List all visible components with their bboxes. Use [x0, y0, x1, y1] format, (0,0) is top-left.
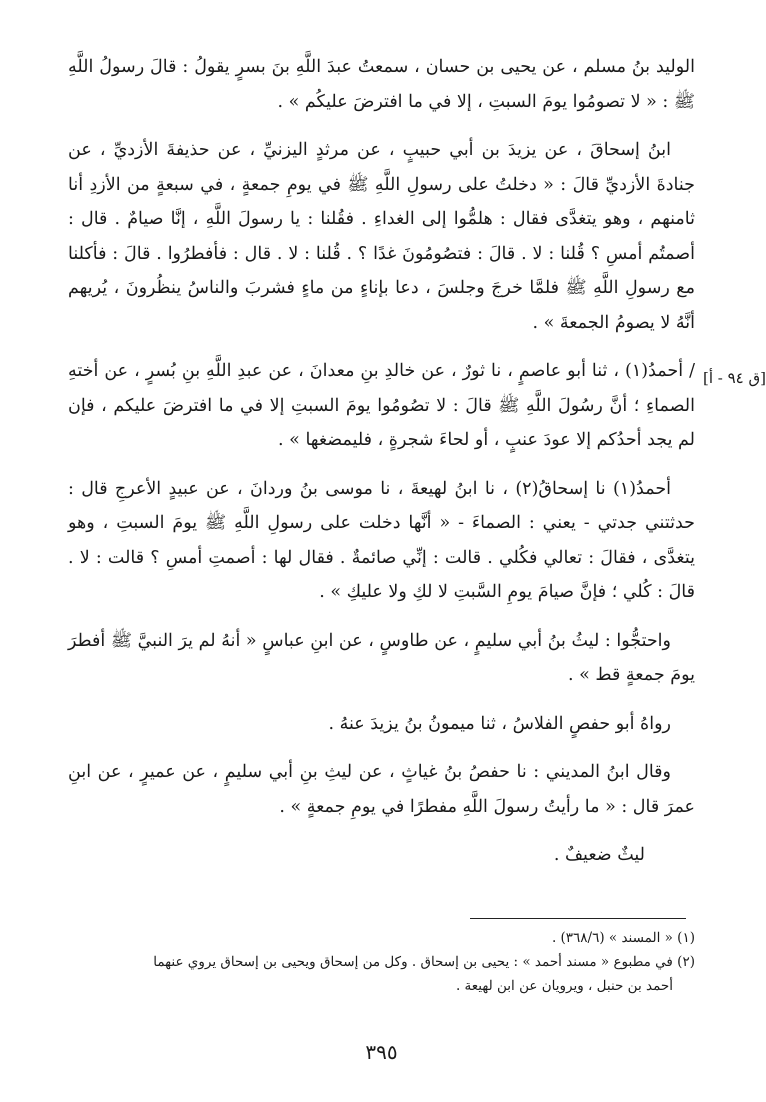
paragraph-4: أحمدُ(١) نا إسحاقُ(٢) ، نا ابنُ لهيعةَ ، نا موسى بنُ وردانَ ، عن عبيدٍ الأعرجِ قال : حدثتني جدتي - يعني : الصماءَ - « أنَّها دخلت على رسولِ اللَّهِ ﷺ يومَ السبتِ ، وهو يتغدَّى ، فقالَ : تعالي فكُلي . قالت : إنِّي صائمةٌ . فقال لها : أصمتِ أمسِ ؟ قالت : لا . قالَ : كُلي ؛ فإنَّ صيامَ يومِ السَّبتِ لا لكِ ولا عليكِ » .: [68, 478, 695, 602]
paragraph-6: رواهُ أبو حفصٍ الفلاسُ ، ثنا ميمونُ بنُ يزيدَ عنهُ .: [328, 713, 671, 734]
footnotes: [68, 926, 695, 998]
paragraph-5: واحتجُّوا : ليثُ بنُ أبي سليمٍ ، عن طاوسٍ ، عن ابنِ عباسٍ « أنهُ لم يرَ النبيَّ ﷺ أفطرَ يومَ جمعةٍ قط » .: [68, 630, 695, 685]
main-text: [68, 50, 695, 887]
paragraph-8: ليثٌ ضعيفٌ .: [553, 845, 645, 865]
footnote-2-continuation: أحمد بن حنبل ، ويرويان عن ابن لهيعة .: [455, 978, 673, 994]
paragraph-3: / أحمدُ(١) ، ثنا أبو عاصمٍ ، نا ثورٌ ، عن خالدِ بنِ معدانَ ، عن عبدِ اللَّهِ بنِ بُسرٍ ، عن أختهِ الصماءِ ؛ أنَّ رسُولَ اللَّهِ ﷺ قالَ : لا تصُومُوا يومَ السبتِ إلا في ما افترضَ عليكم ، فإن لم يجد أحدُكم إلا عودَ عنبٍ ، أو لحاءَ شجرةٍ ، فليمضغها » .: [68, 361, 695, 450]
page-number: ٣٩٥: [365, 1040, 398, 1064]
footnote-1: (١) « المسند » (٣٦٨/٦) .: [551, 930, 695, 946]
paragraph-7: وقال ابنُ المديني : نا حفصُ بنُ غياثٍ ، عن ليثِ بنِ أبي سليمٍ ، عن عميرٍ ، عن ابنِ عمرَ قال : « ما رأيتُ رسولَ اللَّهِ مفطرًا في يومِ جمعةٍ » .: [68, 762, 695, 817]
manuscript-folio-marker: [ق ٩٤ - أ]: [702, 369, 766, 387]
paragraph-2: ابنُ إسحاقَ ، عن يزيدَ بن أبي حبيبٍ ، عن مرثدٍ اليزنيِّ ، عن حذيفةَ الأزديِّ ، عن جنادةَ الأزديِّ قالَ : « دخلتُ على رسولِ اللَّهِ ﷺ في يومِ جمعةٍ ، في سبعةٍ من الأزدِ أنا ثامنهم ، وهو يتغدَّى فقال : هلمُّوا إلى الغداءِ . فقُلنا : يا رسولَ اللَّهِ ، إنَّا صيامٌ . قال : أصمتُم أمسِ ؟ قُلنا : لا . قالَ : فتصُومُونَ غدًا ؟ . قُلنا : لا . قال : فأفطرُوا . قالَ : فأكلنا مع رسولِ اللَّهِ ﷺ فلمَّا خرجَ وجلسَ ، دعا بإناءٍ من ماءٍ فشربَ والناسُ ينظُرونَ ، يُريهم أنَّهُ لا يصومُ الجمعةَ » .: [68, 140, 695, 333]
paragraph-1: الوليد بنُ مسلم ، عن يحيى بن حسان ، سمعتُ عبدَ اللَّهِ بنَ بسرٍ يقولُ : قالَ رسولُ اللَّهِ ﷺ : « لا تصومُوا يومَ السبتِ ، إلا في ما افترضَ عليكُم » .: [68, 57, 695, 112]
footnote-separator: [470, 918, 686, 919]
footnote-2: (٢) في مطبوع « مسند أحمد » : يحيى بن إسحاق . وكل من إسحاق ويحيى بن إسحاق يروي عنهما: [153, 954, 695, 970]
